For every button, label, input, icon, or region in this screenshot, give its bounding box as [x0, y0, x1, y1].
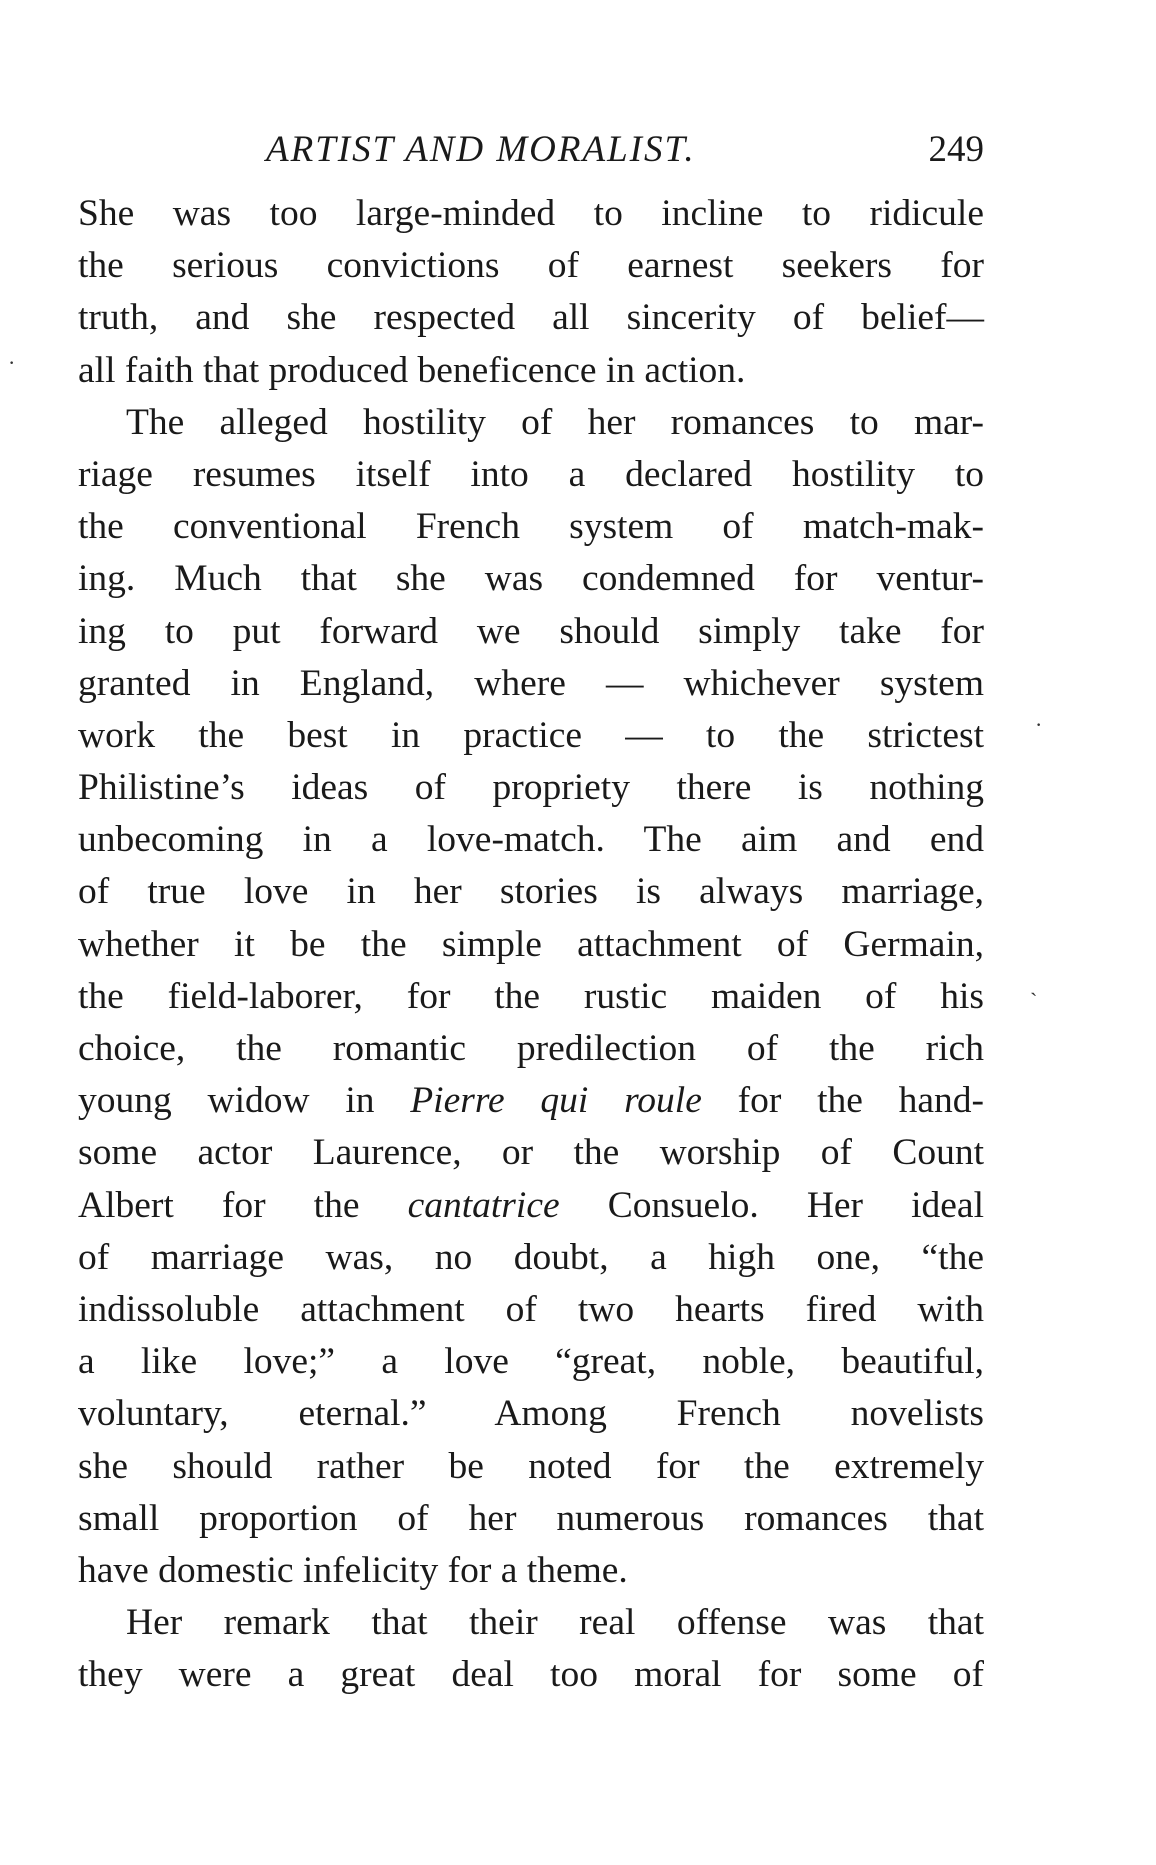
- text-line: the conventional French system of match-mak-: [78, 506, 984, 548]
- book-page: [78, 120, 984, 1701]
- text-line: all faith that produced beneficence in action.: [78, 349, 746, 391]
- text-line: Her remark that their real offense was that: [126, 1602, 984, 1644]
- margin-speck: ˋ: [1030, 988, 1038, 1013]
- italic-title: Pierre qui roule: [410, 1080, 702, 1122]
- text-line: a like love;” a love “great, noble, beautiful,: [78, 1341, 984, 1383]
- text-line: work the best in practice — to the strictest: [78, 714, 984, 756]
- text-line: ing. Much that she was condemned for ventur-: [78, 558, 984, 600]
- text-line: She was too large-minded to incline to ridicule: [78, 193, 984, 234]
- text-line: of true love in her stories is always marriage,: [78, 871, 984, 913]
- text-segment: for the hand-: [701, 1080, 985, 1122]
- paragraph: [78, 1597, 984, 1701]
- text-line: some actor Laurence, or the worship of Count: [78, 1132, 984, 1174]
- text-line: indissoluble attachment of two hearts fired with: [78, 1288, 984, 1330]
- page-header: [78, 120, 984, 180]
- body-text: [78, 188, 984, 1701]
- text-segment: Albert for the: [78, 1184, 408, 1226]
- text-segment: young widow in: [78, 1080, 411, 1122]
- text-line: Philistine’s ideas of propriety there is nothing: [78, 767, 984, 809]
- italic-title: cantatrice: [407, 1184, 560, 1226]
- text-line: [78, 1180, 984, 1232]
- margin-speck: ·: [1035, 712, 1043, 737]
- text-line: voluntary, eternal.” Among French novelists: [78, 1393, 984, 1435]
- text-line: riage resumes itself into a declared hostility to: [78, 453, 984, 495]
- text-line: she should rather be noted for the extremely: [78, 1445, 984, 1487]
- paragraph: [78, 397, 984, 1597]
- paragraph: [78, 188, 984, 397]
- text-line: The alleged hostility of her romances to mar-: [126, 401, 984, 443]
- running-title: ARTIST AND MORALIST.: [266, 129, 696, 170]
- text-line: of marriage was, no doubt, a high one, “the: [78, 1236, 984, 1278]
- text-line: they were a great deal too moral for some of: [78, 1654, 984, 1696]
- text-line: have domestic infelicity for a theme.: [78, 1549, 628, 1591]
- text-line: granted in England, where — whichever system: [78, 662, 984, 704]
- page-number: 249: [928, 129, 984, 170]
- margin-speck: ·: [8, 350, 16, 375]
- text-line: choice, the romantic predilection of the rich: [78, 1028, 984, 1069]
- text-line: the field-laborer, for the rustic maiden of his: [78, 975, 984, 1017]
- text-line: the serious convictions of earnest seekers for: [78, 245, 984, 287]
- text-line: [78, 1075, 984, 1127]
- text-line: small proportion of her numerous romances that: [78, 1497, 984, 1539]
- text-line: whether it be the simple attachment of Germain,: [78, 923, 984, 965]
- text-segment: Consuelo. Her ideal: [559, 1184, 984, 1226]
- text-line: unbecoming in a love-match. The aim and end: [78, 819, 984, 861]
- text-line: truth, and she respected all sincerity of belief—: [78, 297, 984, 339]
- text-line: ing to put forward we should simply take for: [78, 610, 984, 652]
